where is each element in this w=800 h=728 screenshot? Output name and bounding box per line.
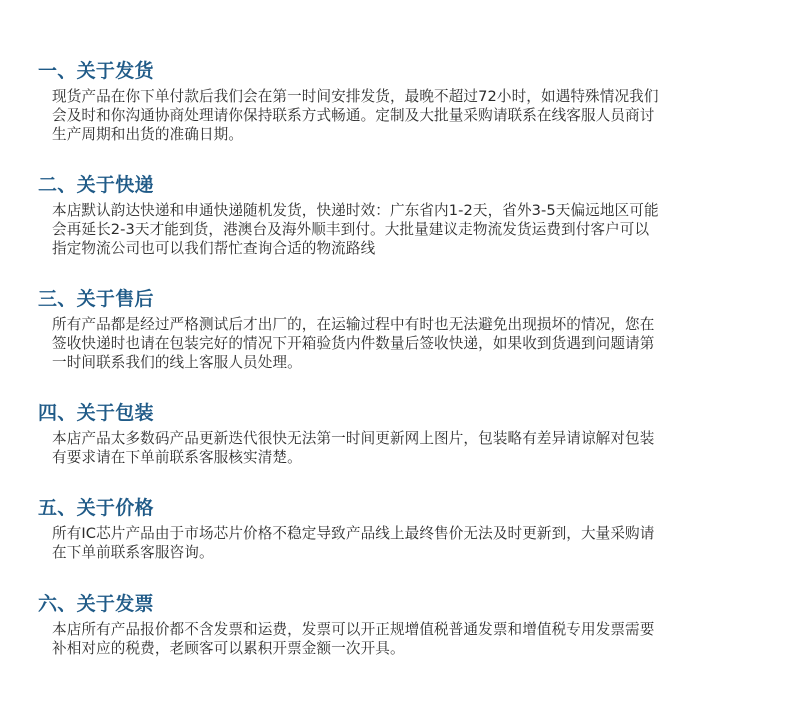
body-line: 本店所有产品报价都不含发票和运费，发票可以开正规增值税普通发票和增值税专用发票需要: [52, 621, 655, 638]
section-heading: 三、关于售后: [38, 288, 154, 310]
body-line: 有要求请在下单前联系客服核实清楚。: [52, 449, 302, 466]
section-body: [52, 429, 752, 467]
section-heading: 六、关于发票: [38, 593, 154, 615]
section-body: [52, 524, 752, 562]
section-heading: 二、关于快递: [38, 174, 154, 196]
body-line: 生产周期和出货的准确日期。: [52, 126, 244, 143]
body-line: 本店默认韵达快递和申通快递随机发货，快递时效：广东省内1-2天，省外3-5天偏远地区可能: [52, 202, 659, 219]
section-heading: 四、关于包装: [38, 402, 154, 424]
body-line: 会再延长2-3天才能到货，港澳台及海外顺丰到付。大批量建议走物流发货运费到付客户可以: [52, 221, 650, 238]
section-body: [52, 620, 752, 658]
body-line: 补相对应的税费，老顾客可以累积开票金额一次开具。: [52, 640, 405, 657]
section-heading: 一、关于发货: [38, 60, 154, 82]
body-line: 签收快递时也请在包装完好的情况下开箱验货内件数量后签收快递，如果收到货遇到问题请第: [52, 335, 655, 352]
section-body: [52, 201, 752, 258]
section-body: [52, 315, 752, 372]
body-line: 一时间联系我们的线上客服人员处理。: [52, 354, 302, 371]
body-line: 指定物流公司也可以我们帮忙查询合适的物流路线: [52, 240, 376, 257]
body-line: 本店产品太多数码产品更新迭代很快无法第一时间更新网上图片，包装略有差异请谅解对包装: [52, 430, 655, 447]
section-heading: 五、关于价格: [38, 497, 154, 519]
body-line: 现货产品在你下单付款后我们会在第一时间安排发货，最晚不超过72小时，如遇特殊情况我们: [52, 88, 659, 105]
body-line: 在下单前联系客服咨询。: [52, 544, 214, 561]
section-body: [52, 87, 752, 144]
body-line: 会及时和你沟通协商处理请你保持联系方式畅通。定制及大批量采购请联系在线客服人员商讨: [52, 107, 655, 124]
body-line: 所有IC芯片产品由于市场芯片价格不稳定导致产品线上最终售价无法及时更新到，大量采购请: [52, 525, 655, 542]
body-line: 所有产品都是经过严格测试后才出厂的，在运输过程中有时也无法避免出现损坏的情况，您在: [52, 316, 655, 333]
